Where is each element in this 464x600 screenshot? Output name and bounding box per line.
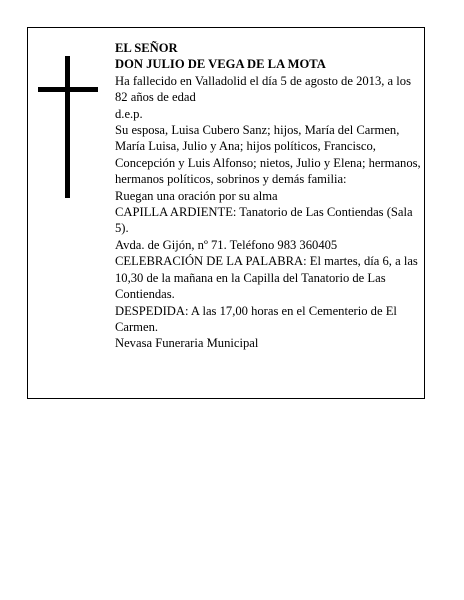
funeral-home: Nevasa Funeraria Municipal	[115, 336, 259, 351]
obituary-notice	[27, 27, 425, 399]
funeral-chapel: CAPILLA ARDIENTE: Tanatorio de Las Contiendas (Sala 5).	[115, 205, 413, 236]
obituary-text	[115, 40, 421, 352]
rip-abbreviation: d.e.p.	[115, 106, 143, 121]
address-phone: Avda. de Gijón, nº 71. Teléfono 983 360405	[115, 237, 338, 252]
cross-horizontal-bar	[38, 87, 98, 92]
ceremony-info: CELEBRACIÓN DE LA PALABRA: El martes, día 6, a las 10,30 de la mañana en la Capilla del Tanatorio de Las Contiendas.	[115, 254, 418, 302]
deceased-title: EL SEÑOR	[115, 41, 178, 55]
deceased-name: DON JULIO DE VEGA DE LA MOTA	[115, 57, 326, 72]
cross-vertical-bar	[65, 56, 70, 198]
prayer-request: Ruegan una oración por su alma	[115, 188, 278, 203]
family-list: Su esposa, Luisa Cubero Sanz; hijos, María del Carmen, María Luisa, Julio y Ana; hijos políticos, Francisco, Concepción y Luis Alfonso; nietos, Julio y Elena; hermanos, hermanos políticos, sobrinos y demás familia:	[115, 123, 421, 187]
farewell-info: DESPEDIDA: A las 17,00 horas en el Cementerio de El Carmen.	[115, 303, 397, 334]
cross-icon	[38, 56, 98, 198]
death-announcement: Ha fallecido en Valladolid el día 5 de agosto de 2013, a los 82 años de edad	[115, 73, 411, 105]
